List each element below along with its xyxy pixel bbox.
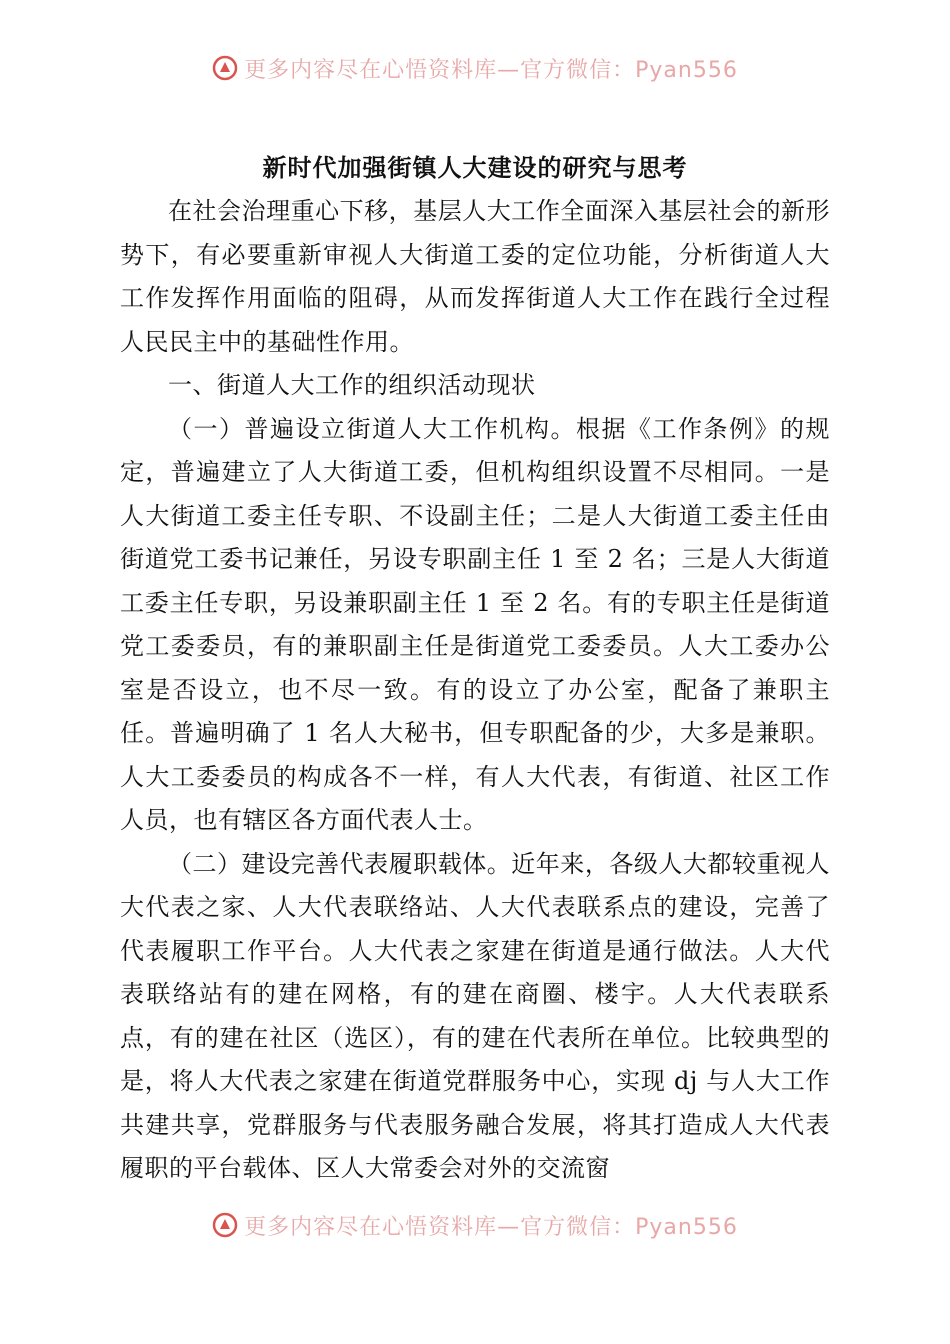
paragraph-section-1-2: （二）建设完善代表履职载体。近年来，各级人大都较重视人大代表之家、人大代表联络站、人大代表联系点的建设，完善了代表履职工作平台。人大代表之家建在街道是通行做法。人大代表联络站有的建在网格，有的建在商圈、楼宇。人大代表联系点，有的建在社区（选区），有的建在代表所在单位。比较典型的是，将人大代表之家建在街道党群服务中心，实现 dj 与人大工作共建共享，党群服务与代表服务融合发展，将其打造成人大代表履职的平台载体、区人大常委会对外的交流窗	[120, 849, 830, 1182]
section-heading-1: 一、街道人大工作的组织活动现状	[168, 371, 536, 399]
watermark-banner-top	[0, 48, 950, 88]
watermark-text-bottom: 更多内容尽在心悟资料库—官方微信：Pyan556	[244, 1214, 738, 1240]
document-title: 新时代加强街镇人大建设的研究与思考	[262, 153, 688, 182]
red-logo-icon	[212, 55, 238, 81]
document-body	[120, 146, 830, 1191]
watermark-text-top: 更多内容尽在心悟资料库—官方微信：Pyan556	[244, 57, 738, 83]
red-logo-icon	[212, 1212, 238, 1238]
watermark-banner-bottom	[0, 1205, 950, 1245]
paragraph-section-1-1: （一）普遍设立街道人大工作机构。根据《工作条例》的规定，普遍建立了人大街道工委，但机构组织设置不尽相同。一是人大街道工委主任专职、不设副主任；二是人大街道工委主任由街道党工委书记兼任，另设专职副主任 1 至 2 名；三是人大街道工委主任专职，另设兼职副主任 1 至 2 名。有的专职主任是街道党工委委员，有的兼职副主任是街道党工委委员。人大工委办公室是否设立，也不尽一致。有的设立了办公室，配备了兼职主任。普遍明确了 1 名人大秘书，但专职配备的少，大多是兼职。人大工委委员的构成各不一样，有人大代表，有街道、社区工作人员，也有辖区各方面代表人士。	[120, 414, 830, 834]
paragraph-intro: 在社会治理重心下移，基层人大工作全面深入基层社会的新形势下，有必要重新审视人大街道工委的定位功能，分析街道人大工作发挥作用面临的阻碍，从而发挥街道人大工作在践行全过程人民民主中的基础性作用。	[120, 197, 830, 356]
